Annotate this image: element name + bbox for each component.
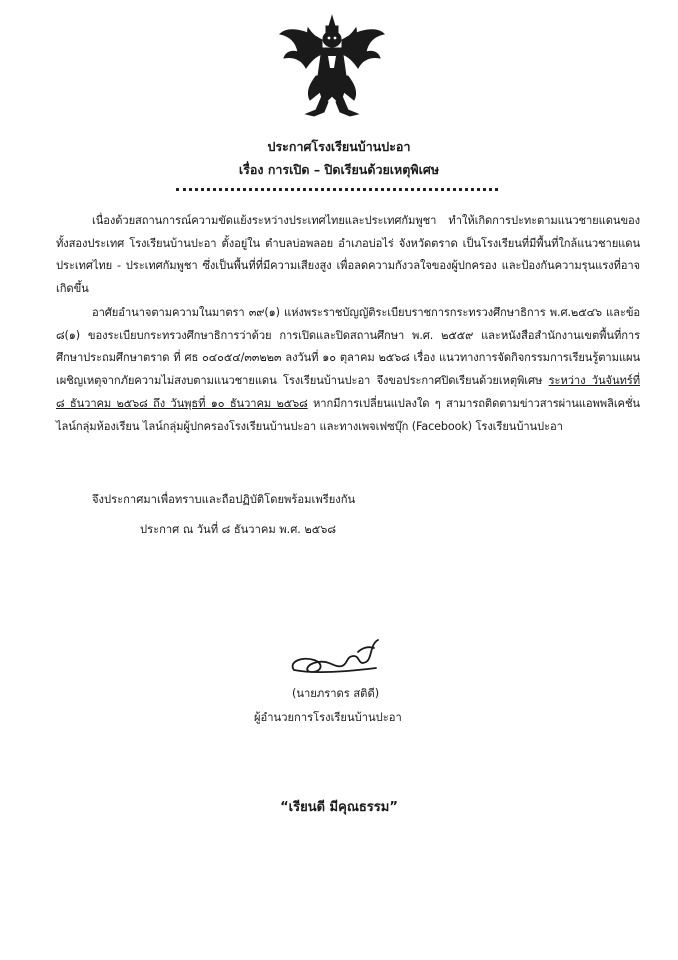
garuda-emblem-icon: [276, 12, 388, 120]
dotted-divider: [176, 188, 498, 191]
signer-position: ผู้อำนวยการโรงเรียนบ้านปะอา: [254, 711, 402, 724]
signature-icon: [284, 632, 384, 678]
school-motto: “เรียนดี มีคุณธรรม”: [280, 800, 398, 815]
page-title: ประกาศโรงเรียนบ้านปะอา: [267, 139, 411, 154]
paragraph-2-text-b: หากมีการเปลี่ยนแปลงใด ๆ สามารถติดตามข่าวสารผ่านแอพพลิเคชั่นไลน์กลุ่มห้องเรียน ไลน์กลุ่มผู้ปกครองโรงเรียนบ้านปะอา และทางเพจเฟซบุ๊ก (Facebook) โรงเรียนบ้านปะอา: [56, 396, 640, 433]
body-paragraph-1: เนื่องด้วยสถานการณ์ความขัดแย้งระหว่างประเทศไทยและประเทศกัมพูชา ทำให้เกิดการปะทะตามแนวชายแดนของทั้งสองประเทศ โรงเรียนบ้านปะอา ตั้งอยู่ใน ตำบลบ่อพลอย อำเภอบ่อไร่ จังหวัดตราด เป็นโรงเรียนที่มีพื้นที่ใกล้แนวชายแดนประเทศไทย - ประเทศกัมพูชา ซึ่งเป็นพื้นที่ที่มีความเสียงสูง เพื่อลดความกังวลใจของผู้ปกครอง และป้องกันความรุนแรงที่อาจเกิดขึ้น: [56, 214, 640, 296]
body-paragraph-2: [56, 302, 640, 438]
subject-title: เรื่อง การเปิด – ปิดเรียนด้วยเหตุพิเศษ: [238, 162, 440, 177]
paragraph-2-text-a: อาศัยอำนาจตามความในมาตรา ๓๙(๑) แห่งพระราชบัญญัติระเบียบราชการกระทรวงศึกษาธิการ พ.ศ.๒๕๔๖ และข้อ ๘(๑) ของระเบียบกระทรวงศึกษาธิการว่าด้วย การเปิดและปิดสถานศึกษา พ.ศ. ๒๕๕๙ และหนังสือสำนักงานเขตพื้นที่การศึกษาประถมศึกษาตราด ที่ ศธ ๐๔๐๕๔/๓๓๒๒๓ ลงวันที่ ๑๐ ตุลาคม ๒๕๖๘ เรื่อง แนวทางการจัดกิจกรรมการเรียนรู้ตามแผนเผชิญเหตุจากภัยความไม่สงบตามแนวชายแดน โรงเรียนบ้านปะอา จึงขอประกาศปิดเรียนด้วยเหตุพิเศษ: [56, 306, 640, 388]
closure-date-range: ระหว่าง วันจันทร์ที่ ๘ ธันวาคม ๒๕๖๘ ถึง วันพุธที่ ๑๐ ธันวาคม ๒๕๖๘: [56, 374, 640, 410]
signer-name: (นายภราดร สติดี): [292, 687, 380, 700]
announcement-date: ประกาศ ณ วันที่ ๘ ธันวาคม พ.ศ. ๒๕๖๘: [140, 523, 336, 536]
closing-line: จึงประกาศมาเพื่อทราบและถือปฏิบัติโดยพร้อมเพรียงกัน: [92, 493, 356, 506]
